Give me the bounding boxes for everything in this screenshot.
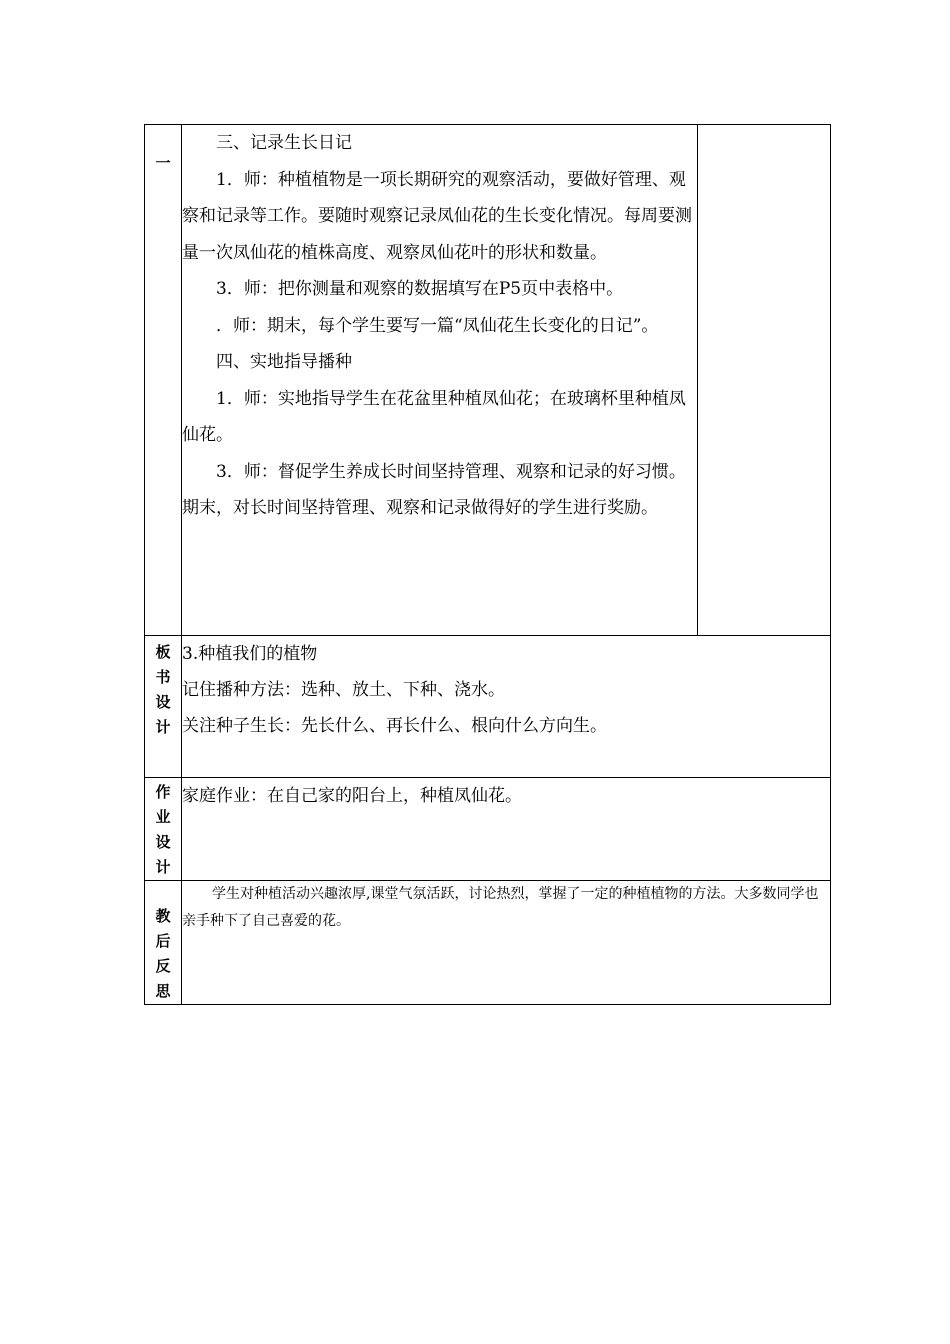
process-paragraph: 1．师：实地指导学生在花盆里种植凤仙花；在玻璃杯里种植凤仙花。: [182, 388, 686, 445]
label-char: 后: [155, 932, 171, 950]
label-char: 计: [155, 718, 171, 736]
label-char: 设: [155, 833, 171, 851]
board-design-content: [182, 636, 831, 778]
reflection-label-cell: [145, 881, 182, 1005]
homework-content: [182, 778, 831, 881]
process-paragraph: 1．师：种植植物是一项长期研究的观察活动，要做好管理、观察和记录等工作。要随时观察记录凤仙花的生长变化情况。每周要测量一次凤仙花的植株高度、观察凤仙花叶的形状和数量。: [182, 169, 692, 263]
process-label-cell: [145, 125, 182, 636]
process-paragraph: ．师：期末，每个学生要写一篇“凤仙花生长变化的日记”。: [216, 315, 659, 336]
notes-column-cell: [698, 125, 831, 636]
label-char: 计: [155, 858, 171, 876]
homework-row: [145, 778, 831, 881]
process-paragraph: 3．师：把你测量和观察的数据填写在P5页中表格中。: [216, 279, 624, 299]
homework-label-cell: [145, 778, 182, 881]
label-char: 书: [155, 668, 171, 686]
process-content: [182, 125, 698, 636]
label-char: 作: [155, 783, 171, 801]
label-char: 业: [155, 808, 171, 826]
reflection-content: [182, 881, 831, 1005]
process-paragraph: 3．师：督促学生养成长时间坚持管理、观察和记录的好习惯。期末，对长时间坚持管理、观察和记录做得好的学生进行奖励。: [182, 461, 686, 518]
label-char: 思: [155, 982, 171, 1000]
lesson-plan-table: [144, 124, 831, 1005]
board-design-row: [145, 636, 831, 778]
process-label: 一: [155, 154, 171, 172]
section-heading-sowing: 四、实地指导播种: [216, 352, 352, 372]
reflection-row: [145, 881, 831, 1005]
board-title: 3.种植我们的植物: [182, 644, 318, 664]
board-line: 关注种子生长：先长什么、再长什么、根向什么方向生。: [182, 716, 607, 736]
board-design-label-cell: [145, 636, 182, 778]
label-char: 反: [155, 957, 171, 975]
label-char: 教: [155, 907, 171, 925]
section-heading-diary: 三、记录生长日记: [216, 133, 352, 153]
homework-text: 家庭作业：在自己家的阳台上，种植凤仙花。: [182, 786, 522, 806]
process-row: [145, 125, 831, 636]
board-line: 记住播种方法：选种、放土、下种、浇水。: [182, 680, 505, 700]
label-char: 设: [155, 693, 171, 711]
reflection-text: 学生对种植活动兴趣浓厚,课堂气氛活跃，讨论热烈，掌握了一定的种植植物的方法。大多数同学也亲手种下了自己喜爱的花。: [182, 886, 819, 929]
label-char: 板: [155, 643, 171, 661]
